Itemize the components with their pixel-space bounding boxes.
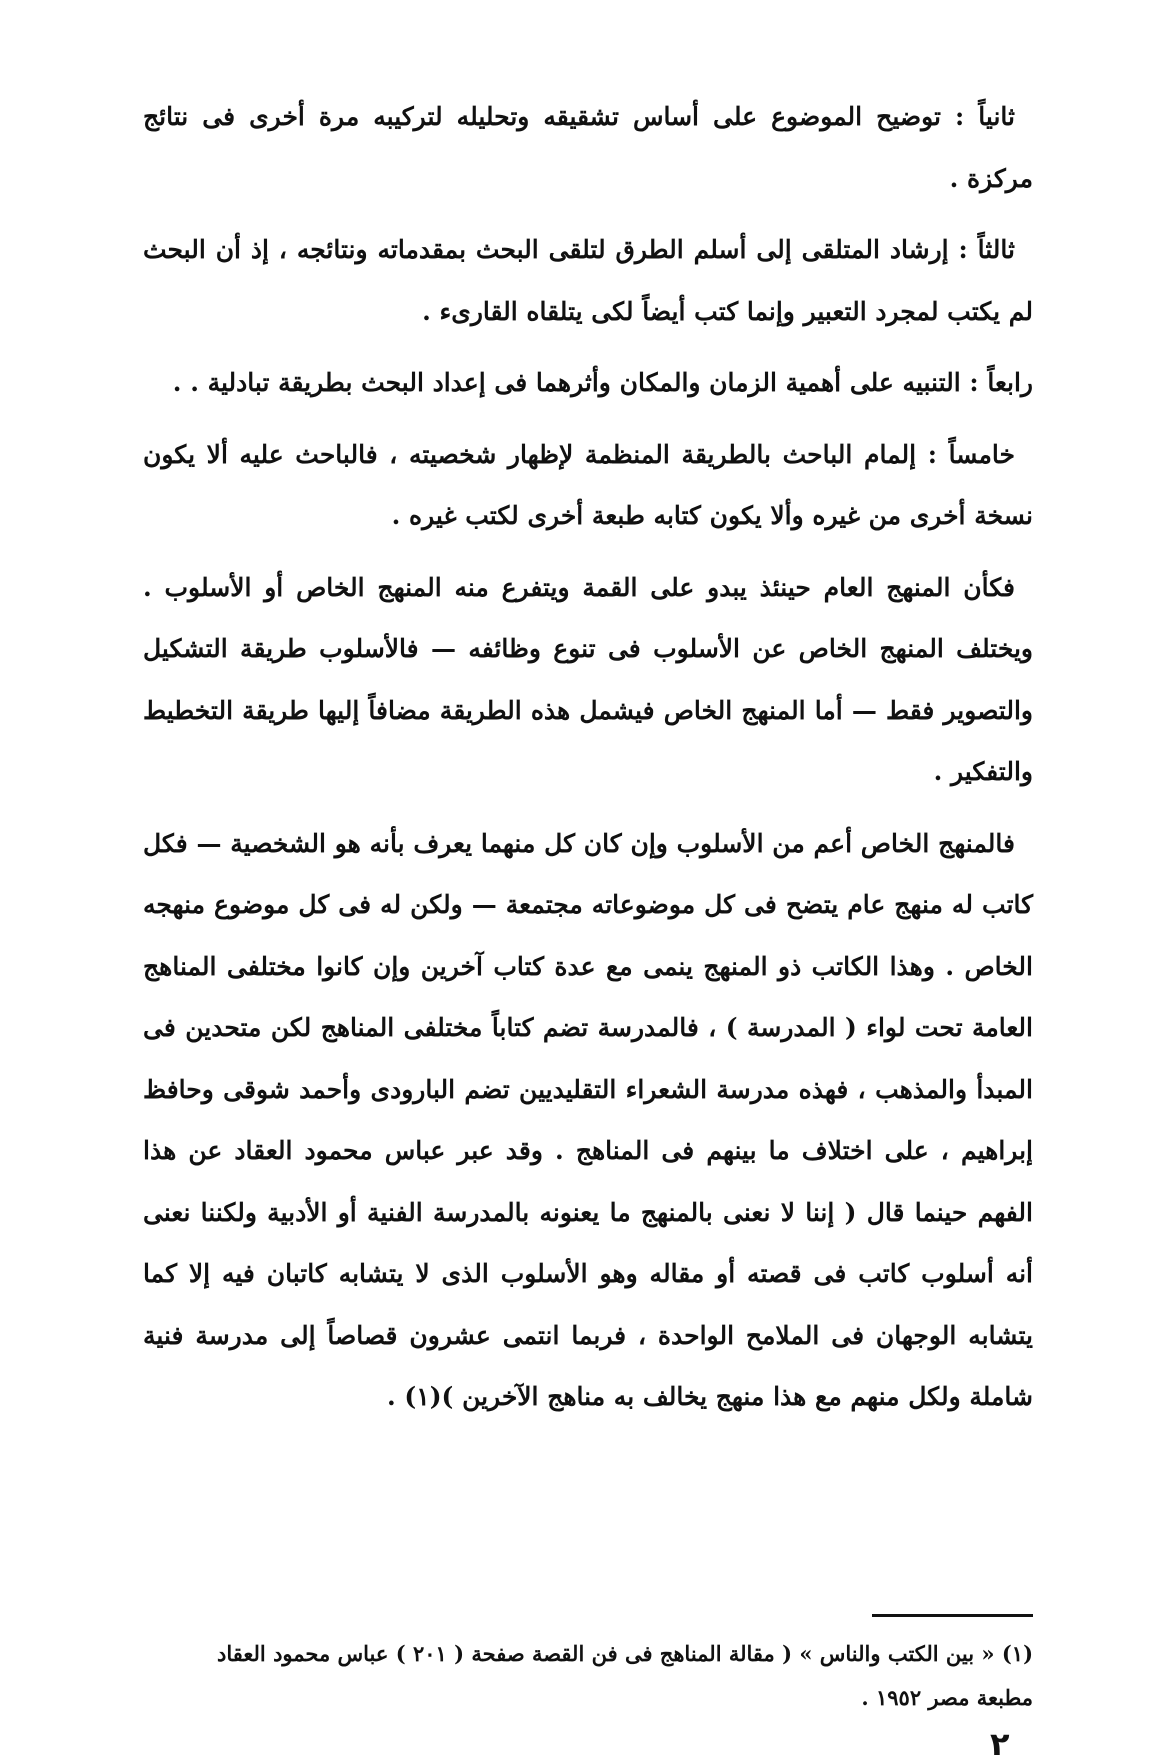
paragraph-general-method: فكأن المنهج العام حينئذ يبدو على القمة ويتفرع منه المنهج الخاص أو الأسلوب . ويختلف المنهج الخاص عن الأسلوب فى تنوع وظائفه — فالأسلوب طريقة التشكيل والتصوير فقط — أما المنهج الخاص فيشمل هذه الطريقة مضافاً إليها طريقة التخطيط والتفكير . xyxy=(143,572,1033,786)
footnote-line-1: (١) « بين الكتب والناس » ( مقالة المناهج فى فن القصة صفحة ( ٢٠١ ) عباس محمود العقاد xyxy=(217,1641,1033,1666)
footnote-line-2: مطبعة مصر ١٩٥٢ . xyxy=(861,1685,1033,1710)
paragraph-special-method: فالمنهج الخاص أعم من الأسلوب وإن كان كل منهما يعرف بأنه هو الشخصية — فكل كاتب له منهج عام يتضح فى كل موضوعاته مجتمعة — ولكن له فى كل موضوع منهجه الخاص . وهذا الكاتب ذو المنهج ينمى مع عدة كتاب آخرين وإن كانوا مختلفى المناهج العامة تحت لواء ( المدرسة ) ، فالمدرسة تضم كتاباً مختلفى المناهج لكن متحدين فى المبدأ والمذهب ، فهذه مدرسة الشعراء التقليديين تضم البارودى وأحمد شوقى وحافظ إبراهيم ، على اختلاف ما بينهم فى المناهج . وقد عبر عباس محمود العقاد عن هذا الفهم حينما قال ( إننا لا نعنى بالمنهج ما يعنونه بالمدرسة الفنية أو الأدبية ولكننا نعنى أنه أسلوب كاتب فى قصته أو مقاله وهو الأسلوب الذى لا يتشابه كاتبان فيه إلا كما يتشابه الوجهان فى الملامح الواحدة ، فربما انتمى عشرون قصاصاً إلى مدرسة فنية شاملة ولكل منهم مع هذا منهج يخالف به مناهج الآخرين )(١) . xyxy=(143,828,1033,1411)
main-text xyxy=(143,86,1033,1428)
footnote xyxy=(143,1632,1033,1720)
footnote-divider xyxy=(872,1614,1033,1617)
page-number: ٢ xyxy=(990,1725,1010,1763)
paragraph-fourth-point: رابعاً : التنبيه على أهمية الزمان والمكان وأثرهما فى إعداد البحث بطريقة تبادلية . . xyxy=(172,368,1033,397)
page-body xyxy=(143,86,1033,1666)
paragraph-fifth-point: خامساً : إلمام الباحث بالطريقة المنظمة لإظهار شخصيته ، فالباحث عليه ألا يكون نسخة أخرى من غيره وألا يكون كتابه طبعة أخرى لكتب غيره . xyxy=(143,439,1033,530)
paragraph-second-point: ثانياً : توضيح الموضوع على أساس تشقيقه وتحليله لتركيبه مرة أخرى فى نتائج مركزة . xyxy=(143,102,1033,193)
paragraph-third-point: ثالثاً : إرشاد المتلقى إلى أسلم الطرق لتلقى البحث بمقدماته ونتائجه ، إذ أن البحث لم يكتب لمجرد التعبير وإنما كتب أيضاً لكى يتلقاه القارىء . xyxy=(143,235,1033,326)
